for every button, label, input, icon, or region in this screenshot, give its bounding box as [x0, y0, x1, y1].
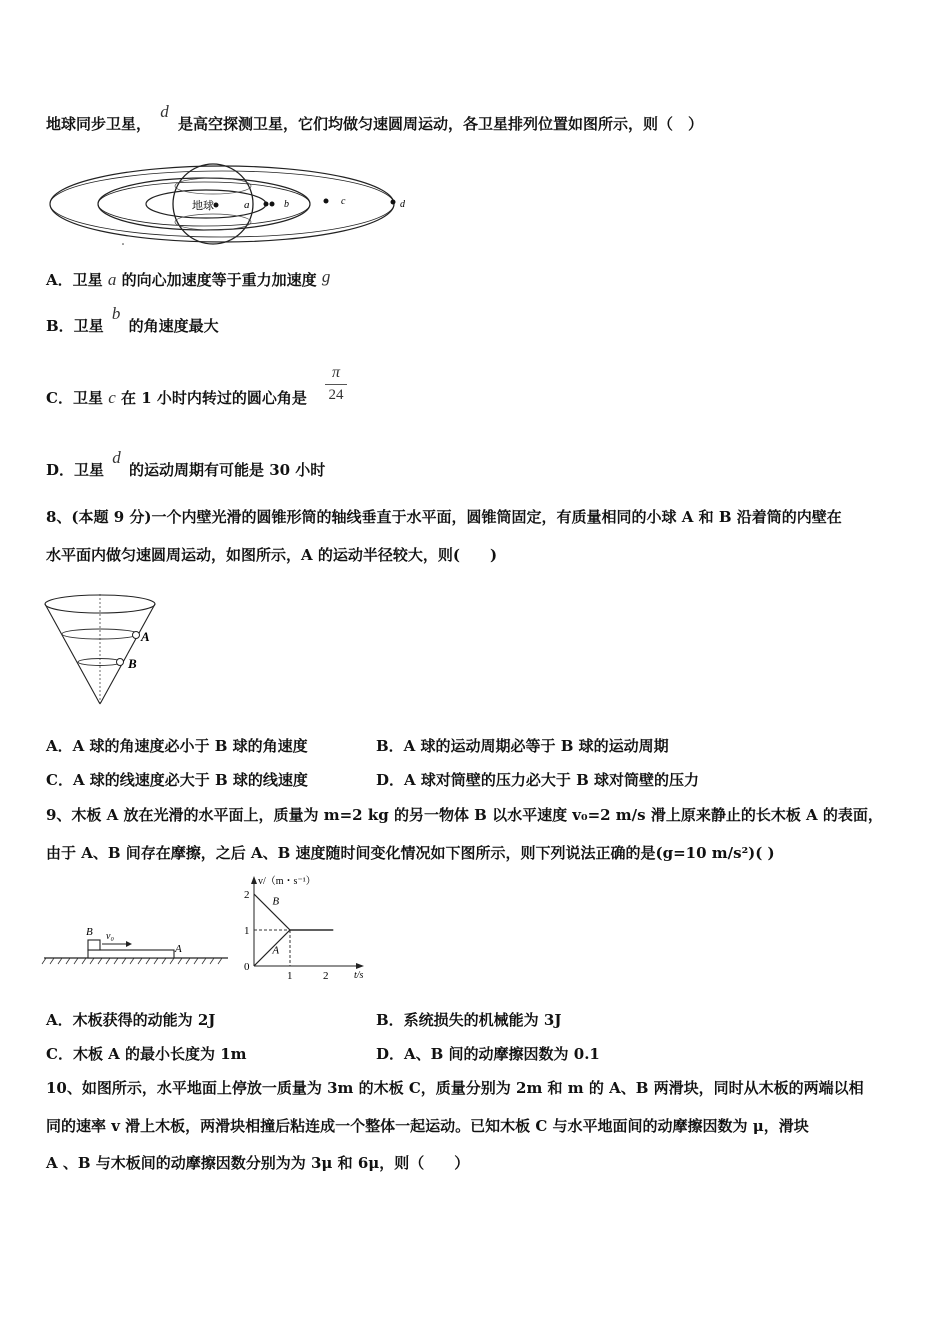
q7-option-c-label: C．卫星	[46, 389, 103, 407]
board-label-v0: v₀	[106, 931, 114, 942]
board-label-a: A	[175, 943, 182, 955]
q10-stem-line3: A 、B 与木板间的动摩擦因数分别为为 3μ 和 6μ，则（ ）	[46, 1154, 470, 1172]
q7-option-b	[46, 304, 219, 336]
q7-option-a	[46, 267, 331, 290]
q7-option-c-var: c	[108, 388, 116, 407]
q7-option-d-var: d	[112, 448, 121, 467]
q9-option-d: D．A、B 间的动摩擦因数为 0.1	[376, 1045, 600, 1063]
orbit-figure	[46, 160, 426, 250]
q7-option-d-label: D．卫星	[46, 461, 105, 479]
q7-option-c-fraction	[325, 364, 347, 405]
cone-label-a: A	[141, 629, 150, 644]
q7-fraction-num: π	[331, 364, 340, 381]
q7-option-b-text: 的角速度最大	[128, 317, 219, 335]
q7-stem-part2: 是高空探测卫星，它们均做匀速圆周运动，各卫星排列位置如图所示，则（ ）	[177, 115, 703, 133]
q8-stem-line1: 8、(本题 9 分)一个内壁光滑的圆锥形筒的轴线垂直于水平面，圆锥筒固定，有质量相同的小球 A 和 B 沿着筒的内壁在	[46, 508, 842, 526]
q9-stem-line2: 由于 A、B 间存在摩擦，之后 A、B 速度随时间变化情况如下图所示，则下列说法正确的是(g=10 m/s²)( )	[46, 844, 775, 862]
series-line-B	[254, 894, 333, 930]
q8-option-c: C．A 球的线速度必大于 B 球的线速度	[46, 771, 308, 789]
board-label-b: B	[86, 926, 93, 938]
series-label-A: A	[272, 944, 280, 957]
earth-dot	[214, 203, 219, 208]
orbit-label-c: c	[341, 196, 346, 207]
orbit-label-a: a	[244, 199, 250, 211]
chart-ylabel: v/（m・s⁻¹）	[258, 876, 316, 887]
q7-option-c-text: 在 1 小时内转过的圆心角是	[120, 389, 307, 407]
q9-option-a: A．木板获得的动能为 2J	[46, 1011, 216, 1029]
q9-stem-line1: 9、木板 A 放在光滑的水平面上，质量为 m=2 kg 的另一物体 B 以水平速度 v₀=2 m/s 滑上原来静止的长木板 A 的表面，	[46, 806, 883, 824]
cone-figure	[44, 594, 164, 710]
satellite-a-dot	[264, 202, 269, 207]
q7-option-b-var: b	[111, 304, 121, 323]
series-line-A	[254, 930, 333, 966]
block-b	[88, 940, 100, 950]
q8-stem-line2: 水平面内做匀速圆周运动，如图所示，A 的运动半径较大，则( )	[46, 546, 498, 564]
q8-option-b: B．A 球的运动周期必等于 B 球的运动周期	[376, 737, 669, 755]
satellite-b-dot	[270, 202, 275, 207]
q9-option-c: C．木板 A 的最小长度为 1m	[46, 1045, 247, 1063]
q7-option-a-var2: g	[321, 267, 331, 286]
velocity-time-chart	[238, 872, 378, 982]
series-label-B: B	[272, 895, 280, 908]
q7-option-d	[46, 448, 326, 480]
x-tick-label: 2	[323, 970, 329, 982]
q7-option-a-label: A．卫星	[46, 271, 103, 289]
board-a	[88, 950, 174, 958]
orbit-label-b: b	[284, 199, 289, 210]
orbit-label-earth: 地球	[192, 200, 214, 212]
cone-label-b: B	[128, 656, 137, 671]
q9-option-b: B．系统损失的机械能为 3J	[376, 1011, 562, 1029]
q7-option-c	[46, 388, 307, 408]
y-tick-label: 1	[244, 925, 250, 937]
q7-option-a-text: 的向心加速度等于重力加速度	[121, 271, 317, 289]
q10-stem-line2: 同的速率 v 滑上木板，两滑块相撞后粘连成一个整体一起运动。已知木板 C 与水平地面间的动摩擦因数为 μ，滑块	[46, 1117, 809, 1135]
satellite-c-dot	[324, 199, 329, 204]
q7-option-b-label: B．卫星	[46, 317, 104, 335]
q7-stem-part1: 地球同步卫星，	[46, 115, 152, 133]
y-tick-label: 2	[244, 889, 250, 901]
q7-stem	[46, 102, 703, 134]
board-figure	[44, 922, 230, 970]
q8-option-a: A．A 球的角速度必小于 B 球的角速度	[46, 737, 308, 755]
q7-option-d-text: 的运动周期有可能是 30 小时	[128, 461, 326, 479]
chart-xlabel: t/s	[354, 970, 364, 981]
q8-option-d: D．A 球对筒壁的压力必大于 B 球对筒壁的压力	[376, 771, 699, 789]
y-tick-label: 0	[244, 961, 250, 973]
x-tick-label: 1	[287, 970, 293, 982]
satellite-d-dot	[391, 200, 396, 205]
q7-fraction-den: 24	[325, 384, 347, 405]
q7-var-d: d	[160, 102, 169, 121]
orbit-label-d: d	[400, 199, 405, 210]
q10-stem-line1: 10、如图所示，水平地面上停放一质量为 3m 的木板 C，质量分别为 2m 和 m 的 A、B 两滑块，同时从木板的两端以相	[46, 1079, 864, 1097]
q7-option-a-var: a	[107, 270, 117, 289]
